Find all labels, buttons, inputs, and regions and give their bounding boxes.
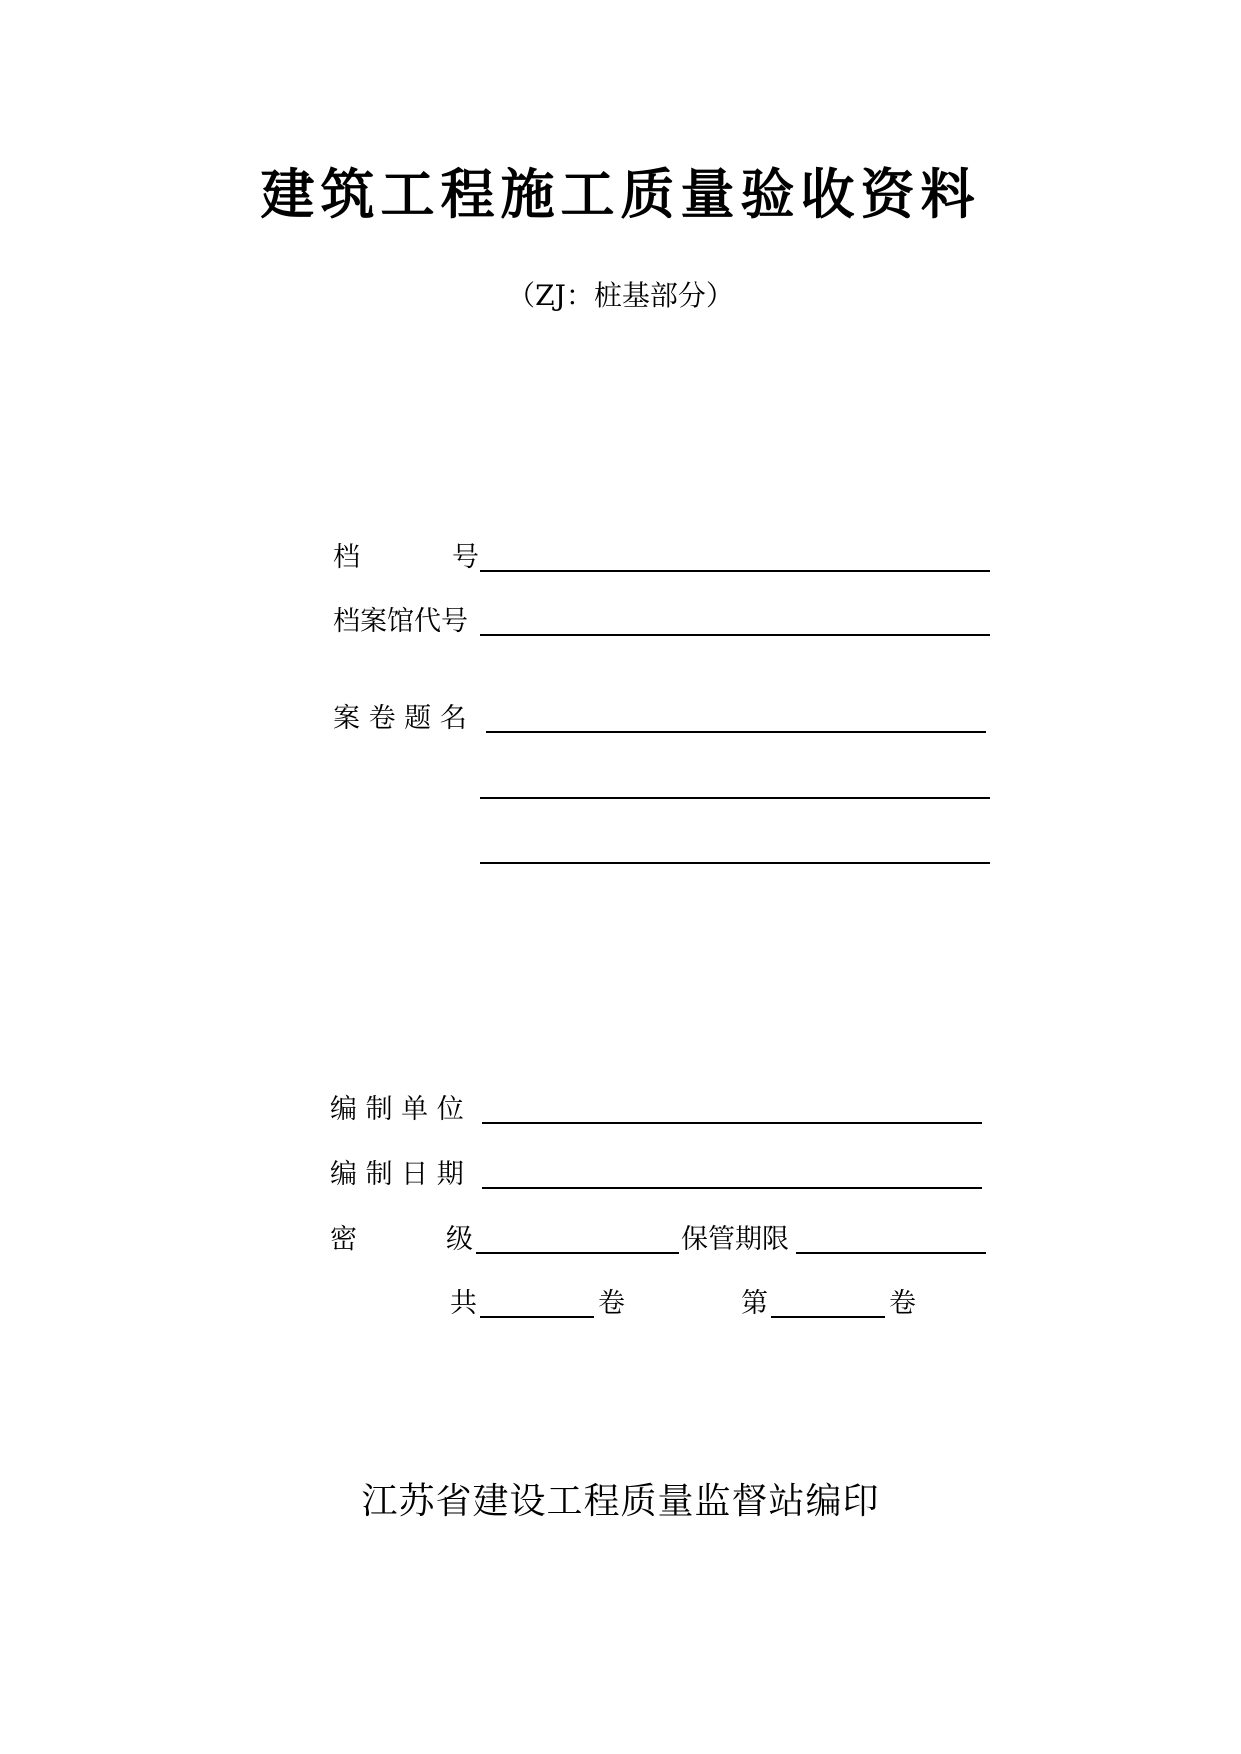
compile-date-label: 编 制 日 期 xyxy=(330,1159,464,1190)
document-subtitle: （ZJ：桩基部分） xyxy=(507,279,734,312)
secret-level-label-1: 密 xyxy=(330,1224,357,1255)
volume-number-label-1: 第 xyxy=(741,1288,768,1319)
retention-field[interactable] xyxy=(796,1252,986,1254)
volume-number-label-2: 卷 xyxy=(889,1288,916,1319)
volume-title-label: 案 卷 题 名 xyxy=(333,703,467,734)
retention-label: 保管期限 xyxy=(681,1224,789,1255)
volume-title-field-1[interactable] xyxy=(486,731,986,733)
volume-title-field-3[interactable] xyxy=(480,862,990,864)
archive-code-label: 档案馆代号 xyxy=(333,606,468,637)
publisher-footer: 江苏省建设工程质量监督站编印 xyxy=(361,1481,880,1522)
volume-title-field-2[interactable] xyxy=(480,797,990,799)
total-volumes-label-1: 共 xyxy=(450,1288,477,1319)
document-title: 建筑工程施工质量验收资料 xyxy=(260,163,981,226)
archive-no-field[interactable] xyxy=(480,570,990,572)
total-volumes-field[interactable] xyxy=(480,1316,594,1318)
total-volumes-label-2: 卷 xyxy=(598,1288,625,1319)
archive-no-label-2: 号 xyxy=(452,542,479,573)
compile-date-field[interactable] xyxy=(482,1187,982,1189)
archive-no-label-1: 档 xyxy=(333,542,360,573)
compiler-label: 编 制 单 位 xyxy=(330,1094,464,1125)
archive-code-field[interactable] xyxy=(480,634,990,636)
secret-level-field[interactable] xyxy=(476,1252,679,1254)
volume-number-field[interactable] xyxy=(771,1316,885,1318)
compiler-field[interactable] xyxy=(482,1122,982,1124)
secret-level-label-2: 级 xyxy=(446,1224,473,1255)
